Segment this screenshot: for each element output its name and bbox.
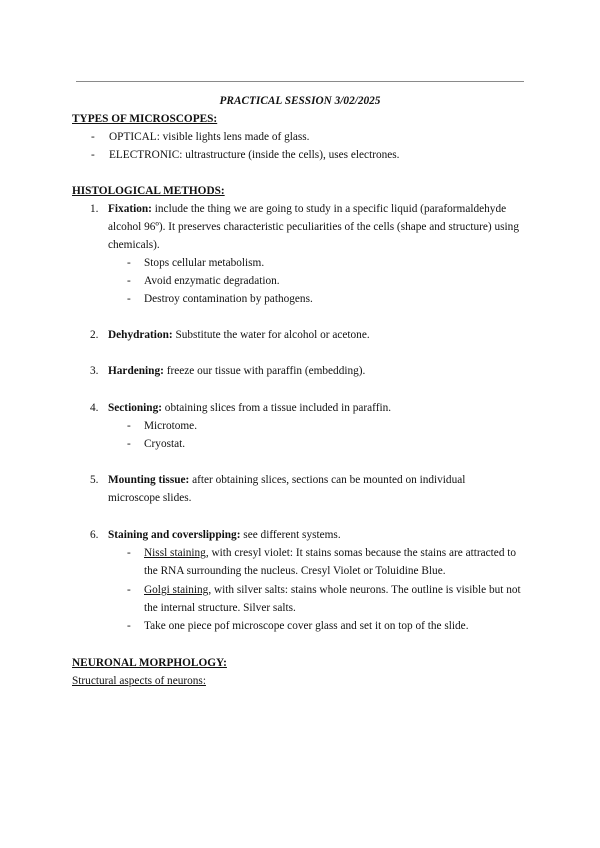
step-number: 4. xyxy=(90,402,99,414)
step-number: 3. xyxy=(90,365,99,377)
bullet-dash: - xyxy=(127,293,131,305)
step-term: Mounting tissue: xyxy=(108,474,190,486)
step-term: Hardening: xyxy=(108,365,164,377)
list-item-text: OPTICAL: visible lights lens made of glass. xyxy=(109,131,310,143)
page-title: PRACTICAL SESSION 3/02/2025 xyxy=(219,95,381,107)
sub-item-text: Stops cellular metabolism. xyxy=(144,257,265,269)
step-body xyxy=(108,526,524,544)
header-rule xyxy=(76,81,524,82)
list-item-text: ELECTRONIC: ultrastructure (inside the cells), uses electrones. xyxy=(109,149,400,161)
nissl-term: Nissl staining xyxy=(144,547,206,559)
step-term: Sectioning: xyxy=(108,402,162,414)
step-text: alcohol 96º). It preserves characteristic peculiarities of the cells (shape and structure) using xyxy=(108,221,519,233)
bullet-dash: - xyxy=(91,131,95,143)
sub-item-text: Take one piece pof microscope cover glass and set it on top of the slide. xyxy=(144,620,469,632)
histo-heading: HISTOLOGICAL METHODS: xyxy=(72,185,225,197)
step-number: 1. xyxy=(90,203,99,215)
step-text: Substitute the water for alcohol or acetone. xyxy=(172,329,370,341)
bullet-dash: - xyxy=(127,620,131,632)
step-term: Dehydration: xyxy=(108,329,173,341)
step-text: after obtaining slices, sections can be mounted on individual xyxy=(189,474,466,486)
bullet-dash: - xyxy=(127,438,131,450)
step-body xyxy=(108,200,524,254)
step-body xyxy=(108,362,524,380)
nissl-text: the RNA surrounding the nucleus. Cresyl Violet or Toluidine Blue. xyxy=(144,565,446,577)
step-number: 6. xyxy=(90,529,99,541)
step-body xyxy=(108,326,524,344)
step-body xyxy=(108,471,524,507)
step-text: obtaining slices from a tissue included in paraffin. xyxy=(161,402,392,414)
step-number: 5. xyxy=(90,474,99,486)
bullet-dash: - xyxy=(127,257,131,269)
types-heading: TYPES OF MICROSCOPES: xyxy=(72,113,218,125)
sub-item-text: Cryostat. xyxy=(144,438,186,450)
step-text: include the thing we are going to study in a specific liquid (paraformaldehyde xyxy=(151,203,507,215)
bullet-dash: - xyxy=(127,275,131,287)
golgi-term: Golgi staining xyxy=(144,584,209,596)
step-number: 2. xyxy=(90,329,99,341)
golgi-text: , with silver salts: stains whole neurons. The outline is visible but not xyxy=(208,584,521,596)
step-term: Staining and coverslipping: xyxy=(108,529,241,541)
sub-item-text: Avoid enzymatic degradation. xyxy=(144,275,280,287)
neuronal-heading: NEURONAL MORPHOLOGY: xyxy=(72,657,227,669)
neuronal-subheading: Structural aspects of neurons: xyxy=(72,675,206,687)
step-text: see different systems. xyxy=(240,529,341,541)
step-text: chemicals). xyxy=(108,239,160,251)
bullet-dash: - xyxy=(91,149,95,161)
step-body xyxy=(108,399,524,417)
nissl-text: , with cresyl violet: It stains somas because the stains are attracted to xyxy=(205,547,517,559)
step-text: freeze our tissue with paraffin (embedding). xyxy=(163,365,366,377)
sub-item-text xyxy=(144,581,521,599)
sub-item-text: Destroy contamination by pathogens. xyxy=(144,293,313,305)
bullet-dash: - xyxy=(127,547,131,559)
sub-item-text xyxy=(144,544,516,562)
sub-item-text: Microtome. xyxy=(144,420,198,432)
bullet-dash: - xyxy=(127,584,131,596)
step-text: microscope slides. xyxy=(108,492,192,504)
golgi-text: the internal structure. Silver salts. xyxy=(144,602,296,614)
step-term: Fixation: xyxy=(108,203,152,215)
bullet-dash: - xyxy=(127,420,131,432)
